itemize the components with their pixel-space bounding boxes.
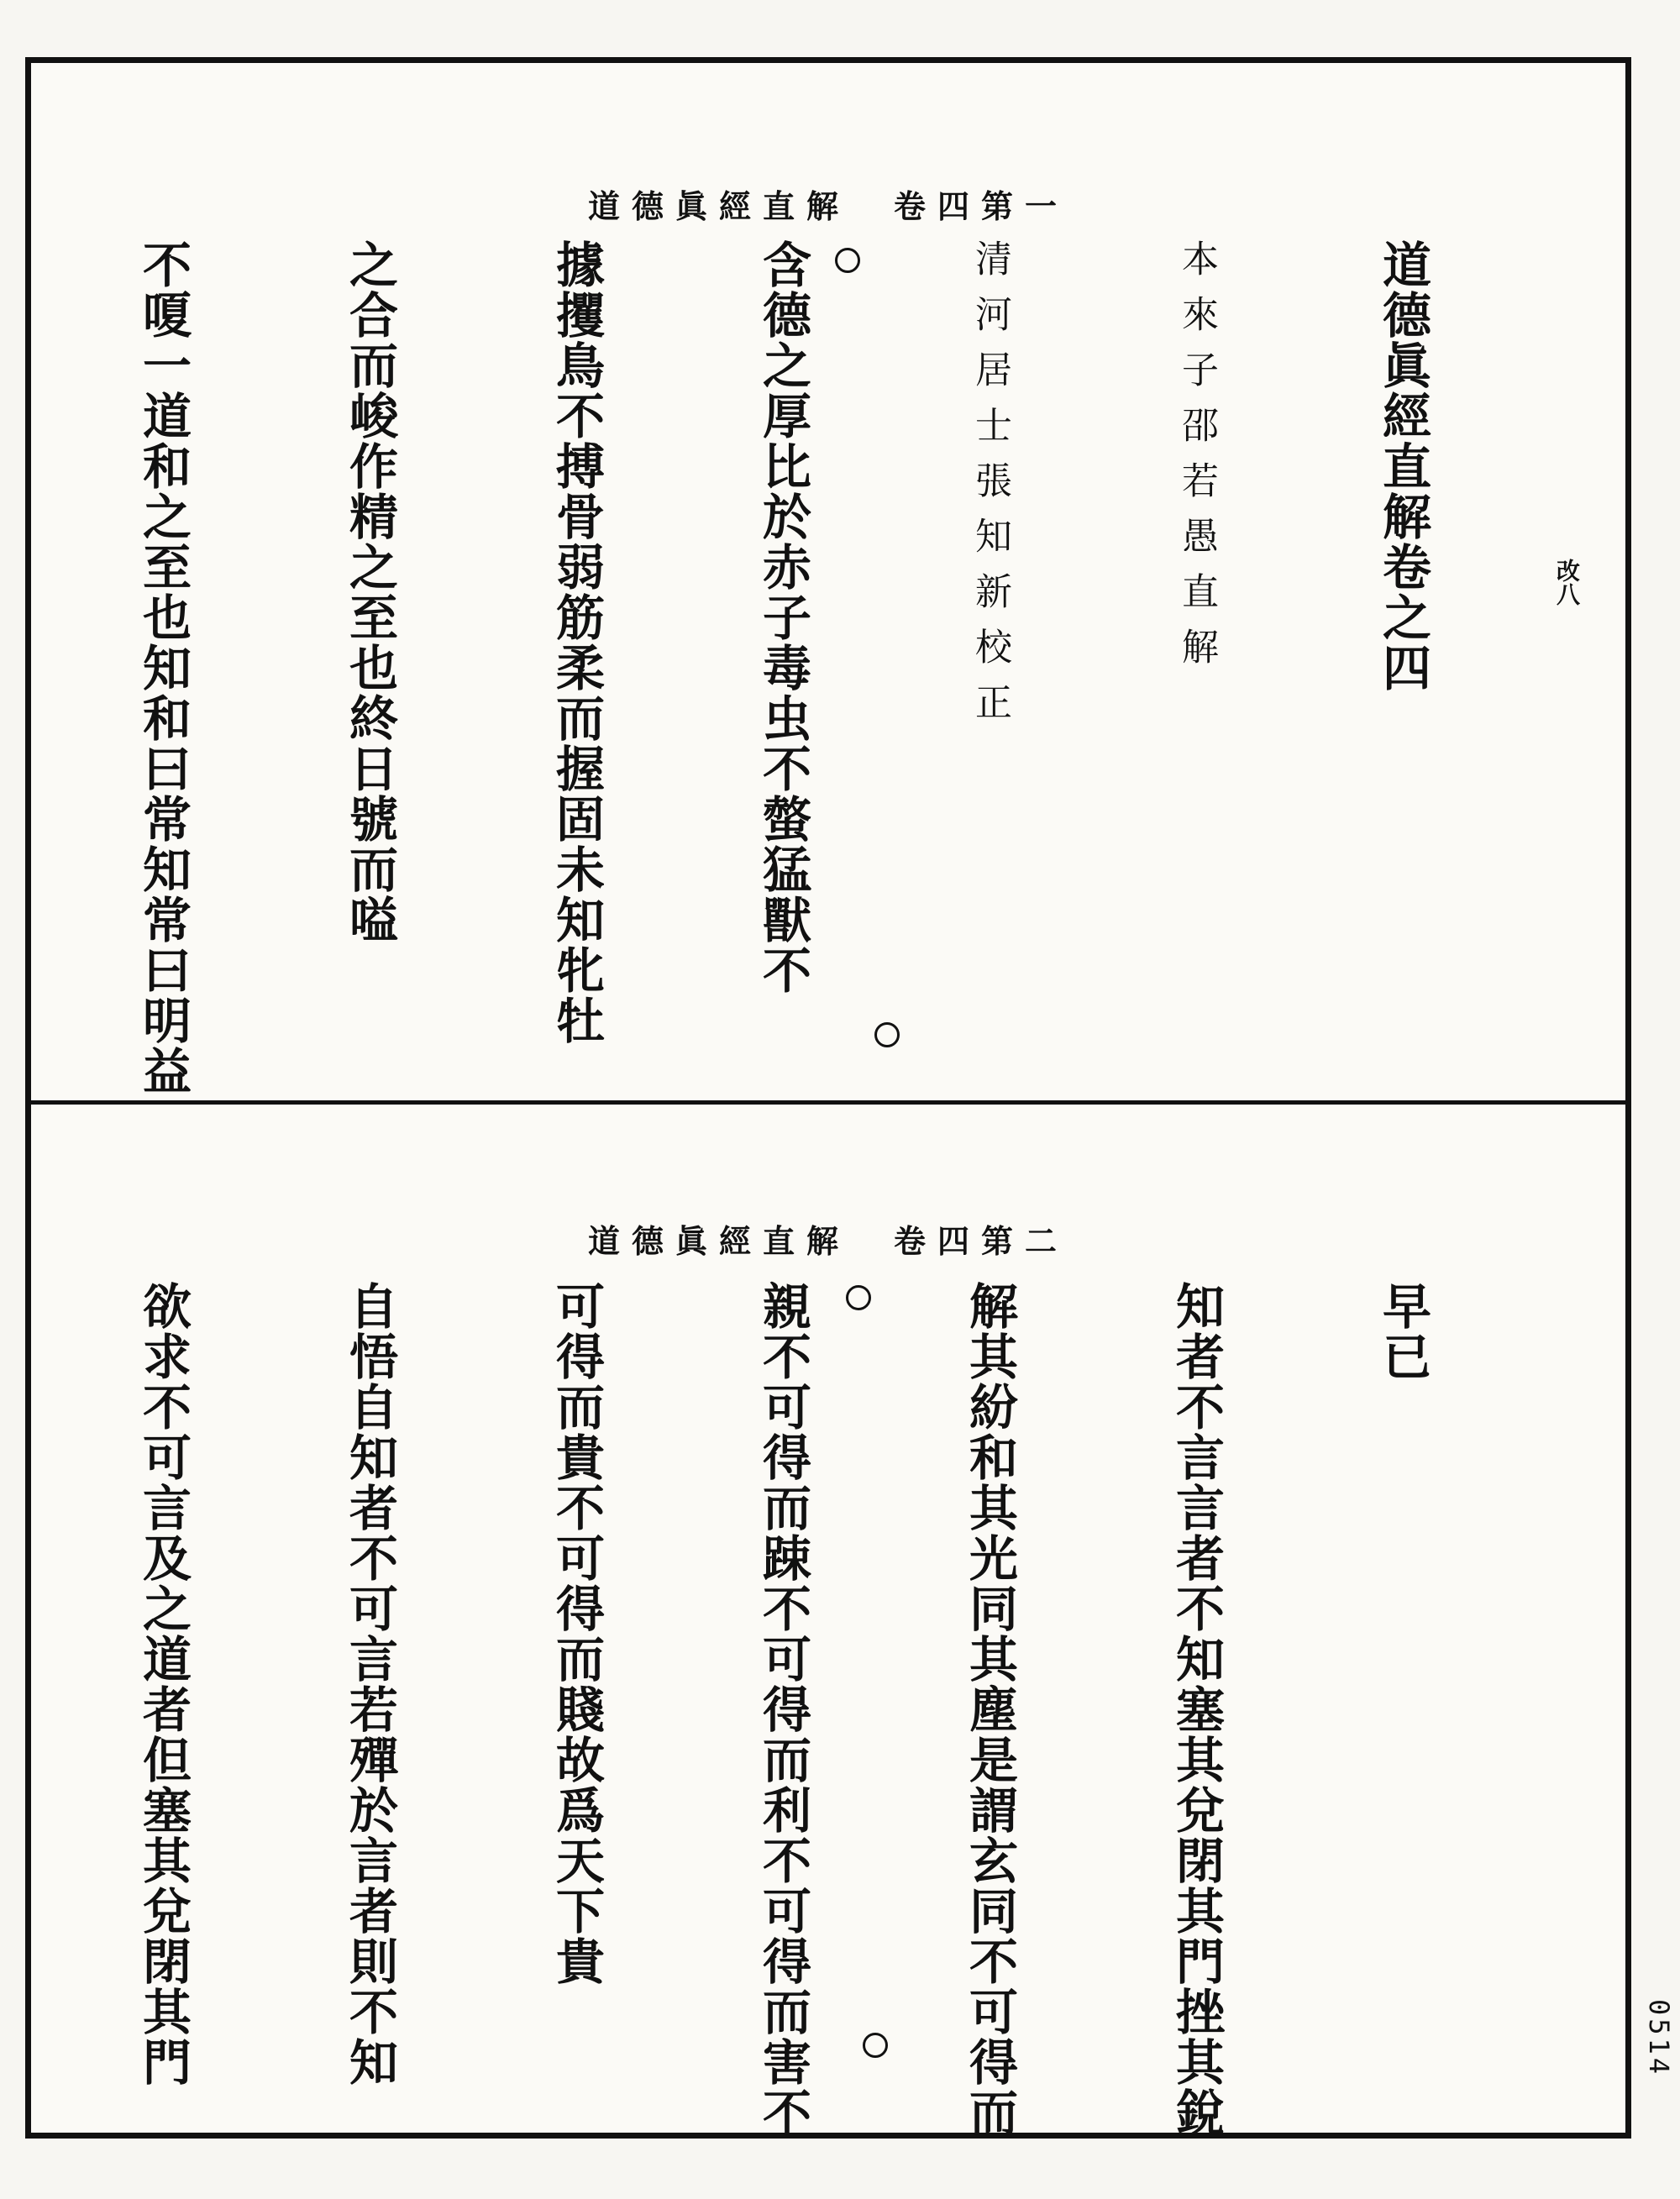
text-column: 解其紛和其光同其塵是謂玄同不可得而	[961, 1281, 1018, 2138]
text-column: 自悟自知者不可言若殫於言者則不知	[341, 1281, 398, 2087]
commentator-line: 本來子邵若愚直解	[1175, 239, 1218, 683]
lower-running-head: 道德眞經直解 卷四第二	[587, 1222, 1068, 1260]
text-column: 早已	[1374, 1281, 1431, 1382]
lower-leaf	[31, 1105, 1625, 2138]
text-column: 據攫鳥不搏骨弱筋柔而握固未知牝牡	[548, 239, 605, 1046]
upper-side-mark: 改八	[1553, 559, 1581, 606]
text-column: 含德之厚比於赤子毒虫不螫猛獸不	[754, 239, 811, 995]
page-index: 0514	[1643, 1999, 1675, 2078]
upper-leaf	[31, 63, 1625, 1100]
text-column: 不嗄一道和之至也知和曰常知常曰明益	[134, 239, 192, 1096]
upper-text-block	[73, 239, 1575, 1096]
book-title: 道德眞經直解卷之四	[1374, 239, 1431, 693]
section-circle-mark	[863, 2033, 888, 2058]
text-column: 知者不言言者不知塞其兌閉其門挫其銳	[1168, 1281, 1225, 2138]
text-column: 親不可得而踈不可得而利不可得而害不	[754, 1281, 811, 2138]
section-circle-mark	[846, 1285, 871, 1310]
section-circle-mark	[874, 1022, 900, 1047]
text-column: 欲求不可言及之道者但塞其兌閉其門	[134, 1281, 192, 2087]
upper-running-head: 道德眞經直解 卷四第一	[587, 187, 1068, 225]
text-column: 之合而峻作精之至也終日號而嗌	[341, 239, 398, 945]
section-circle-mark	[835, 248, 860, 273]
editor-line: 清河居士張知新校正	[969, 239, 1011, 738]
text-column: 可得而貴不可得而賤故爲天下貴	[548, 1281, 605, 1986]
lower-text-block	[73, 1281, 1575, 2138]
